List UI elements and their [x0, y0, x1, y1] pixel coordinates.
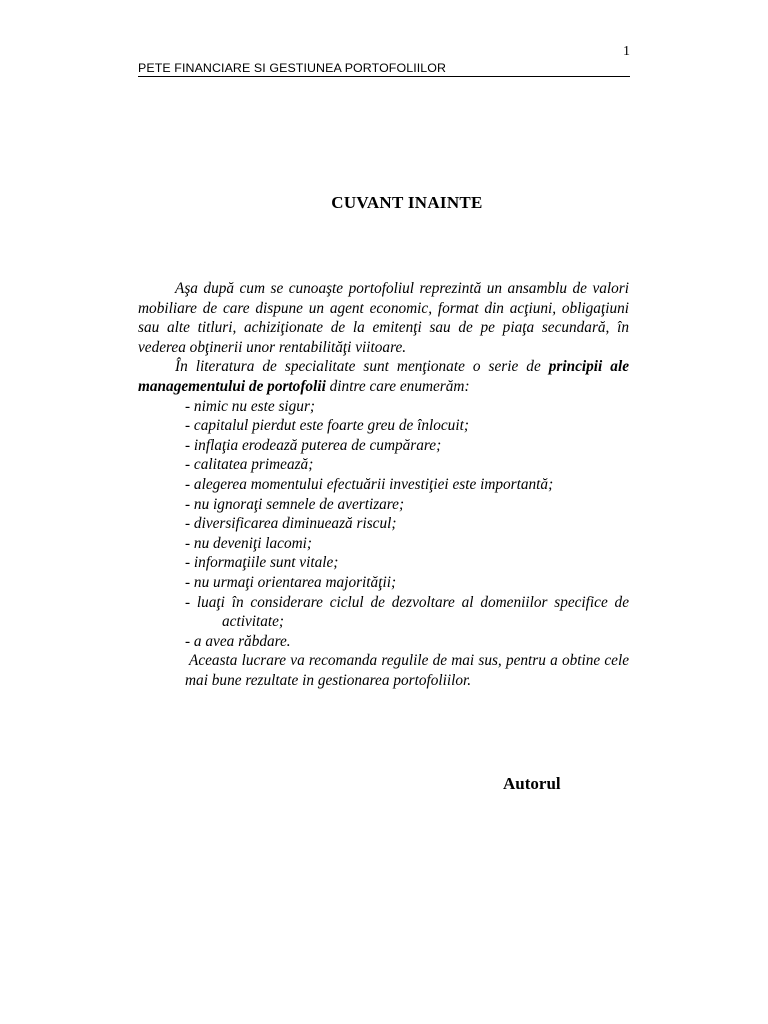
- principles-list: [138, 397, 629, 652]
- principles-intro-start: În literatura de specialitate sunt menţionate o serie de: [175, 358, 549, 376]
- running-header: PETE FINANCIARE SI GESTIUNEA PORTOFOLIILOR: [138, 60, 630, 77]
- list-item: - informaţiile sunt vitale;: [185, 554, 339, 572]
- author-signature: Autorul: [503, 774, 561, 793]
- list-item: - nu urmaţi orientarea majorităţii;: [185, 573, 397, 591]
- document-title: CUVANT INAINTE: [331, 193, 483, 212]
- list-item: - alegerea momentului efectuării investiţiei este importantă;: [185, 475, 554, 493]
- list-item: - capitalul pierdut este foarte greu de înlocuit;: [185, 417, 469, 435]
- body-text: [138, 279, 629, 690]
- page-number: 1: [623, 44, 630, 59]
- list-item: - nu deveniţi lacomi;: [185, 534, 313, 552]
- list-item: - nu ignoraţi semnele de avertizare;: [185, 495, 405, 513]
- list-item: - calitatea primează;: [185, 456, 314, 474]
- principles-intro-paragraph: [138, 357, 629, 396]
- list-item: - nimic nu este sigur;: [185, 397, 316, 415]
- closing-paragraph: Aceasta lucrare va recomanda regulile de mai sus, pentru a obtine cele mai bune rezultate in gestionarea portofoliilor.: [185, 652, 629, 689]
- list-item: - inflaţia erodează puterea de cumpărare;: [185, 436, 442, 454]
- list-item: - luaţi în considerare ciclul de dezvoltare al domeniilor specifice de activitate;: [185, 593, 629, 631]
- list-item: - a avea răbdare.: [185, 632, 291, 650]
- list-item: - diversificarea diminuează riscul;: [185, 515, 397, 533]
- principles-heading-phrase: principii ale managementului de portofolii: [138, 358, 629, 395]
- principles-intro-end: dintre care enumerăm:: [325, 377, 470, 395]
- intro-paragraph: Aşa după cum se cunoaşte portofoliul reprezintă un ansamblu de valori mobiliare de care dispune un agent economic, format din acţiuni, obligaţiuni sau alte titluri, achiziţionate de la emitenţi sau de pe piaţa secundară, în vederea obţinerii unor rentabilităţi viitoare.: [138, 280, 629, 356]
